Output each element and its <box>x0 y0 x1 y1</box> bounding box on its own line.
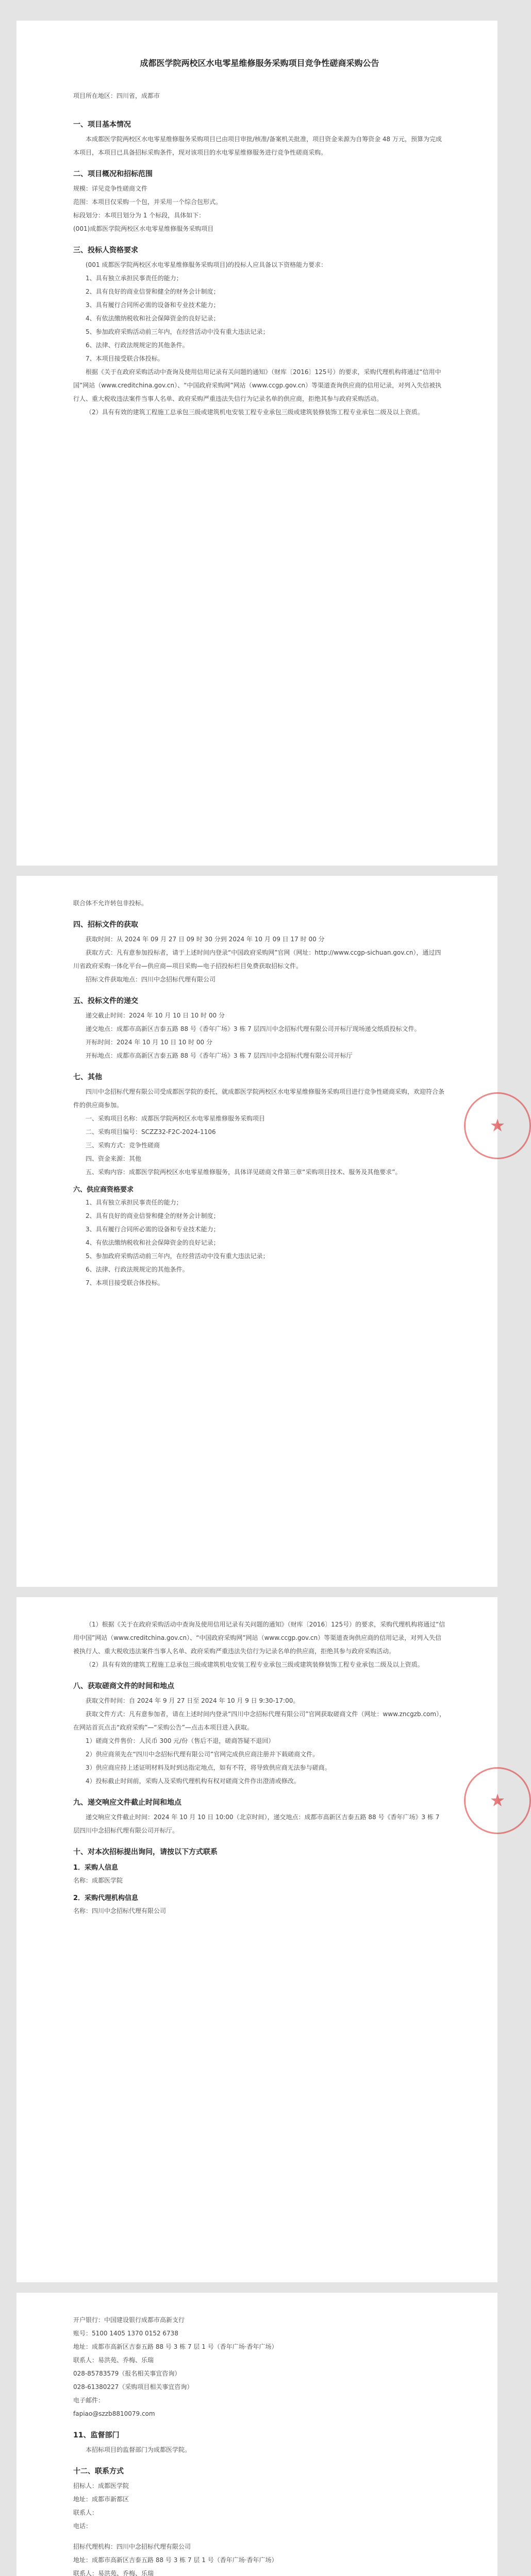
open-place: 开标地点：成都市高新区吉泰五路 88 号《香年广场》3 栋 7 层四川中念招标代理有限公司开标厅 <box>86 1052 353 1059</box>
section-2-item: 规模：详见竞争性磋商文件 <box>73 185 148 192</box>
project-name: 一、采购项目名称：成都医学院两校区水电零星维修服务采购项目 <box>86 1115 266 1122</box>
section-7-heading: 七、其他 <box>73 1073 102 1081</box>
red-seal-stamp <box>464 1767 531 1834</box>
buyer-contact: 联系人： <box>73 2509 98 2516</box>
qualification-item: 2、具有良好的商业信誉和健全的财务会计制度； <box>86 288 220 295</box>
doc-obtain-method: 获取方式：凡有意参加投标者，请于上述时间内登录“中国政府采购网”官网（网址：http://www.ccgp-sichuan.gov.cn），通过四川省政府采购一体化平台—供应商—项目采购—电子招投标栏目免费获取招标文件。 <box>73 949 441 970</box>
section-1-heading: 一、项目基本情况 <box>73 121 131 129</box>
document-page-3 <box>16 1597 506 2282</box>
qualification-item: 5、参加政府采购活动前三年内，在经营活动中没有重大违法记录； <box>86 328 269 335</box>
agent-phone: 028-61380227（采购项目相关事宜咨询） <box>73 2383 193 2391</box>
email-heading: 电子邮件： <box>73 2397 105 2404</box>
procurement-content: 五、采购内容：成都医学院两校区水电零星维修服务，具体详见磋商文件第三章“采购项目技术、服务及其他要求”。 <box>86 1168 402 1176</box>
buyer-address: 地址：成都市新都区 <box>73 2496 129 2503</box>
section-2-item: 范围：本项目仅采购一个包，并采用一个综合包形式。 <box>73 198 222 206</box>
qualification-item: 3、具有履行合同所必需的设备和专业技术能力； <box>86 301 220 309</box>
buyer-label: 招标人：成都医学院 <box>73 2482 129 2489</box>
bank-name: 开户银行：中国建设银行成都市高新支行 <box>73 2316 185 2324</box>
qualification-item: 3、具有履行合同所必需的设备和专业技术能力； <box>86 1226 220 1233</box>
purchaser-info-heading: 1．采购人信息 <box>73 1864 119 1872</box>
seal-star-icon: ★ <box>489 1115 506 1136</box>
qualification-item: 6、法律、行政法规规定的其他条件。 <box>86 1266 189 1273</box>
agent-label: 招标代理机构：四川中念招标代理有限公司 <box>73 2543 191 2550</box>
qualification-item: 2、具有良好的商业信誉和健全的财务会计制度； <box>86 1212 220 1219</box>
section-11-heading: 11、监督部门 <box>73 2431 120 2439</box>
section-3-intro: (001 成都医学院两校区水电零星维修服务采购项目)的投标人应具备以下资格能力要求： <box>86 261 327 268</box>
section-2-item: (001)成都医学院两校区水电零星维修服务采购项目 <box>73 225 214 232</box>
section-2-item: 标段划分：本项目划分为 1 个标段，具体如下： <box>73 212 205 219</box>
obtain-item: 4）投标截止时间前，采购人及采购代理机构有权对磋商文件作出澄清或修改。 <box>86 1777 300 1785</box>
buyer-phone: 电话： <box>73 2522 92 2530</box>
obtain-item: 2）供应商须先在“四川中念招标代理有限公司”官网完成供应商注册并下载磋商文件。 <box>86 1751 319 1758</box>
section-9-heading: 九、递交响应文件截止时间和地点 <box>73 1799 181 1807</box>
document-page-4 <box>16 2293 497 2576</box>
procurement-method: 三、采购方式：竞争性磋商 <box>86 1142 160 1149</box>
open-time: 开标时间：2024 年 10 月 10 日 10 时 00 分 <box>86 1039 212 1046</box>
qualification-note: （2）具有有效的建筑工程施工总承包三级或建筑机电安装工程专业承包三级或建筑装修装饰工程专业承包二级及以上资质。 <box>86 1661 424 1668</box>
agent-name: 名称：四川中念招标代理有限公司 <box>73 1907 167 1914</box>
qualification-item: 7、本项目接受联合体投标。 <box>86 1279 164 1286</box>
agent-contact: 联系人：易洪苑、乔梅、乐瑞 <box>73 2570 154 2576</box>
qualification-item: 7、本项目接受联合体投标。 <box>86 355 164 362</box>
qualification-item: 4、有依法缴纳税收和社会保障资金的良好记录； <box>86 1239 220 1246</box>
document-page-1 <box>16 21 497 866</box>
bank-account: 账号：5100 1405 1370 0152 6738 <box>73 2330 178 2337</box>
red-seal-stamp <box>464 1092 531 1159</box>
project-location: 项目所在地区：四川省，成都市 <box>73 92 160 99</box>
obtain-time: 获取文件时间：自 2024 年 9 月 27 日至 2024 年 10 月 9 日 9:30-17:00。 <box>86 1697 300 1704</box>
project-code: 二、采购项目编号：SCZZ32-F2C-2024-1106 <box>86 1128 216 1136</box>
submit-deadline: 递交截止时间：2024 年 10 月 10 日 10 时 00 分 <box>86 1012 225 1019</box>
funding-source: 四、资金来源：其他 <box>86 1155 142 1162</box>
supervise-line: 本招标项目的监督部门为成都医学院。 <box>86 2446 191 2453</box>
section-7-paragraph: 四川中念招标代理有限公司受成都医学院的委托，就成都医学院两校区水电零星维修服务采购项目进行竞争性磋商采购，欢迎符合条件的供应商参加。 <box>73 1088 445 1109</box>
seal-star-icon: ★ <box>489 1790 506 1811</box>
section-12-heading: 十二、联系方式 <box>73 2467 124 2476</box>
section-5-heading: 五、投标文件的递交 <box>73 997 138 1005</box>
section-8-heading: 八、获取磋商文件的时间和地点 <box>73 1682 174 1690</box>
section-4-heading: 四、招标文件的获取 <box>73 921 138 929</box>
qualification-item: 1、具有独立承担民事责任的能力； <box>86 1199 182 1206</box>
section-3-heading: 三、投标人资格要求 <box>73 246 138 255</box>
section-9-paragraph: 递交响应文件截止时间：2024 年 10 月 10 日 10:00（北京时间），递交地点：成都市高新区吉泰五路 88 号《香年广场》3 栋 7 层四川中念招标代理有限公司开标厅。 <box>73 1814 440 1834</box>
doc-obtain-location: 招标文件获取地点：四川中念招标代理有限公司 <box>86 976 216 983</box>
section-1-paragraph: 本成都医学院两校区水电零星维修服务采购项目已由项目审批/核准/备案机关批准，项目资金来源为自筹资金 48 万元，预算为完成本项目，本项目已具备招标采购条件，现对该项目的水电零星维修服务进行竞争性磋商采购。 <box>73 135 442 156</box>
agent-contact: 联系人：易洪苑、乔梅、乐瑞 <box>73 2357 154 2364</box>
agent-phone: 028-85783579（报名相关事宜咨询） <box>73 2370 181 2377</box>
supplier-qualification-heading: 六、供应商资格要求 <box>73 1186 134 1194</box>
document-title: 成都医学院两校区水电零星维修服务采购项目竞争性磋商采购公告 <box>140 58 379 68</box>
obtain-method: 获取文件方式：凡有意参加者，请在上述时间内登录“四川中念招标代理有限公司”官网获取磋商文件（网址：www.zncgzb.com），在网站首页点击“政府采购”—“采购公告”—点击本项目进入获取。 <box>73 1710 446 1731</box>
qualification-note: （2）具有有效的建筑工程施工总承包三级或建筑机电安装工程专业承包三级或建筑装修装饰工程专业承包二级及以上资质。 <box>86 409 424 416</box>
credit-note: （1）根据《关于在政府采购活动中查询及使用信用记录有关问题的通知》（财库〔2016〕125号）的要求，采购代理机构将通过“信用中国”网站（www.creditchina.gov.cn）、“中国政府采购网”网站（www.ccgp.gov.cn）等渠道查询供应商的信用记录，对列入失信被执行人、重大税收违法案件当事人名单、政府采购严重违法失信行为记录名单的供应商，拒绝其参与政府采购活动。 <box>73 1621 445 1655</box>
credit-note: 根据《关于在政府采购活动中查询及使用信用记录有关问题的通知》（财库〔2016〕125号）的要求，采购代理机构将通过“信用中国”网站（www.creditchina.gov.cn）、“中国政府采购网”网站（www.ccgp.gov.cn）等渠道查询供应商的信用记录，对列入失信被执行人、重大税收违法案件当事人名单、政府采购严重违法失信行为记录名单的供应商，拒绝其参与政府采购活动。 <box>73 368 442 402</box>
qualification-item: 1、具有独立承担民事责任的能力； <box>86 275 182 282</box>
agent-info-heading: 2．采购代理机构信息 <box>73 1894 139 1902</box>
top-note: 联合体不允许转包非投标。 <box>73 900 148 907</box>
agent-address: 地址：成都市高新区吉泰五路 88 号 3 栋 7 层 1 号（香年广场·香年广场） <box>73 2556 278 2564</box>
obtain-item: 1）磋商文件售价：人民币 300 元/份（售后不退，磋商答疑不退回） <box>86 1737 275 1744</box>
document-page-2 <box>16 876 506 1587</box>
purchaser-name: 名称：成都医学院 <box>73 1877 123 1884</box>
email-address: fapiao@szzb8810079.com <box>73 2410 155 2417</box>
section-10-heading: 十、对本次招标提出询问，请按以下方式联系 <box>73 1848 218 1856</box>
submit-place: 递交地点：成都市高新区吉泰五路 88 号《香年广场》3 栋 7 层四川中念招标代理有限公司开标厅现场递交纸质投标文件。 <box>86 1025 421 1032</box>
agent-address: 地址：成都市高新区吉泰五路 88 号 3 栋 7 层 1 号（香年广场·香年广场） <box>73 2343 278 2350</box>
qualification-item: 6、法律、行政法规规定的其他条件。 <box>86 342 189 349</box>
qualification-item: 5、参加政府采购活动前三年内，在经营活动中没有重大违法记录； <box>86 1252 269 1260</box>
obtain-item: 3）供应商应持上述证明材料及时到达指定地点，如有不符，将导致供应商无法参与磋商。 <box>86 1764 331 1771</box>
section-2-heading: 二、项目概况和招标范围 <box>73 170 153 178</box>
doc-obtain-time: 获取时间：从 2024 年 09 月 27 日 09 时 30 分到 2024 年 10 月 09 日 17 时 00 分 <box>86 936 325 943</box>
qualification-item: 4、有依法缴纳税收和社会保障资金的良好记录； <box>86 315 220 322</box>
